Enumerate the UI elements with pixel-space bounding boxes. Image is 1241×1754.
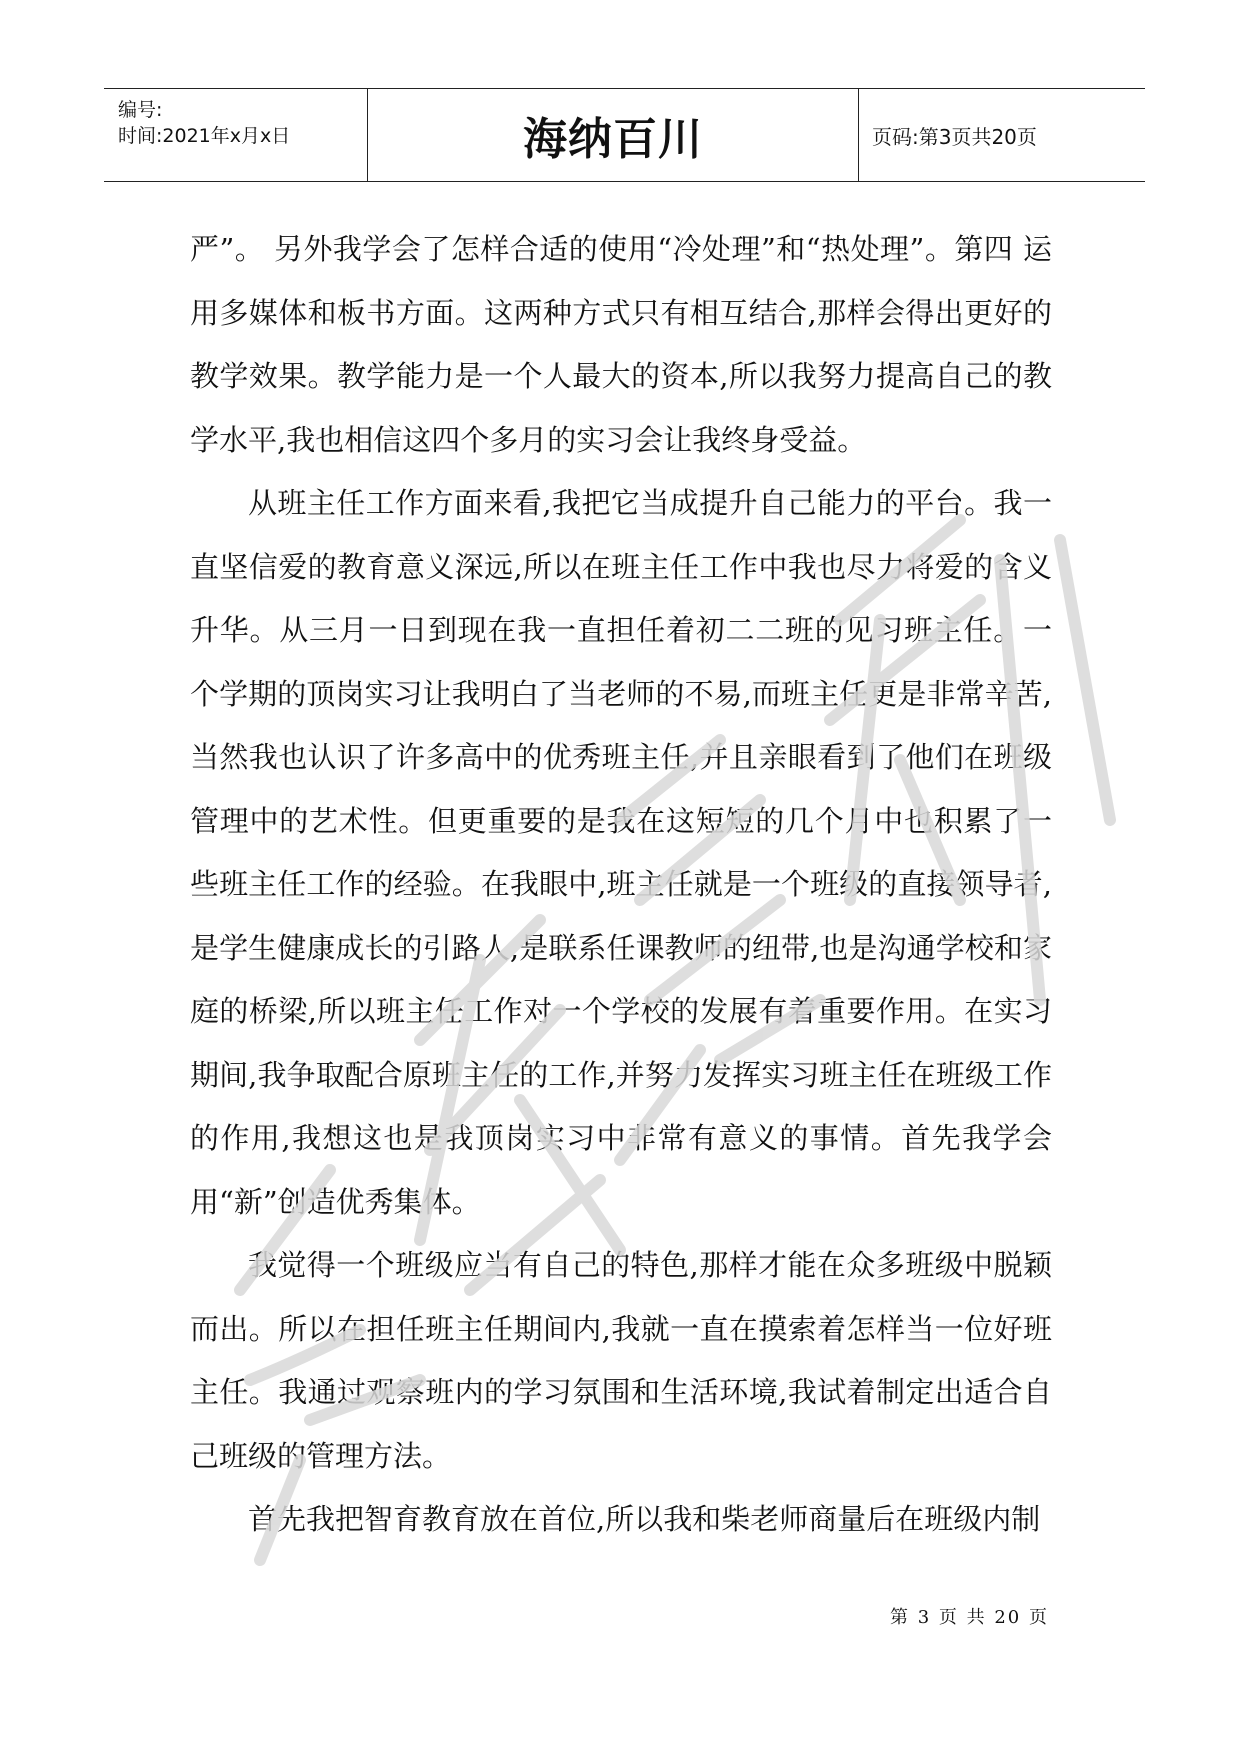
header-page-number: 页码:第3页共20页 [872,125,1037,149]
document-number-label: 编号: [118,99,163,121]
document-body [190,218,1052,1552]
paragraph: 首先我把智育教育放在首位,所以我和柴老师商量后在班级内制 [248,1502,1041,1536]
paragraph: 我觉得一个班级应当有自己的特色,那样才能在众多班级中脱颖而出。所以在担任班主任期间内,我就一直在摸索着怎样当一位好班主任。我通过观察班内的学习氛围和生活环境,我试着制定出适合自己班级的管理方法。 [190,1248,1052,1473]
paragraph: 严”。 另外我学会了怎样合适的使用“冷处理”和“热处理”。第四 运用多媒体和板书方面。这两种方式只有相互结合,那样会得出更好的教学效果。教学能力是一个人最大的资本,所以我努力提高自己的教学水平,我也相信这四个多月的实习会让我终身受益。 [190,232,1052,457]
paragraph: 从班主任工作方面来看,我把它当成提升自己能力的平台。我一直坚信爱的教育意义深远,所以在班主任工作中我也尽力将爱的含义升华。从三月一日到现在我一直担任着初二二班的见习班主任。一个学期的顶岗实习让我明白了当老师的不易,而班主任更是非常辛苦,当然我也认识了许多高中的优秀班主任,并且亲眼看到了他们在班级管理中的艺术性。但更重要的是我在这短短的几个月中也积累了一些班主任工作的经验。在我眼中,班主任就是一个班级的直接领导者,是学生健康成长的引路人,是联系任课教师的纽带,也是沟通学校和家庭的桥梁,所以班主任工作对一个学校的发展有着重要作用。在实习期间,我争取配合原班主任的工作,并努力发挥实习班主任在班级工作的作用,我想这也是我顶岗实习中非常有意义的事情。首先我学会用“新”创造优秀集体。 [190,486,1052,1219]
document-time-label: 时间:2021年x月x日 [118,125,291,147]
header-meta [104,89,368,181]
page-header [104,88,1145,182]
header-page-cell [859,89,1145,181]
header-title: 海纳百川 [523,114,703,165]
header-title-cell [368,89,859,181]
page-footer: 第 3 页 共 20 页 [890,1607,1049,1628]
